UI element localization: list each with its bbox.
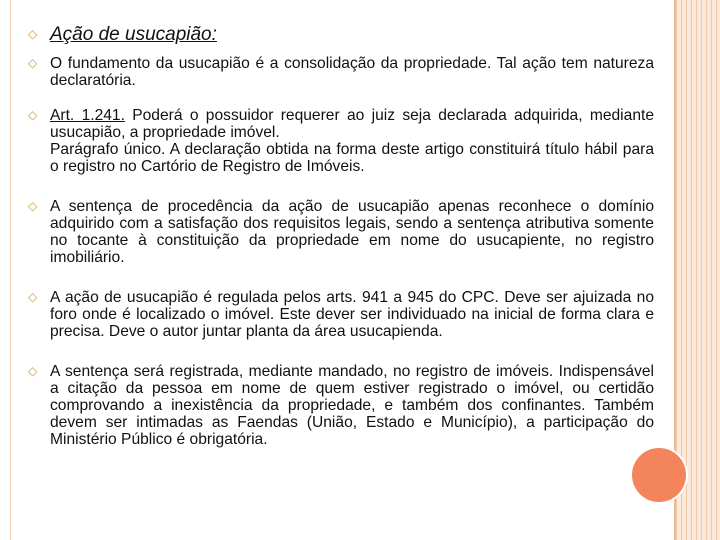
diamond-outline-icon: ◇ [28,27,38,41]
article-body: Poderá o possuidor requerer ao juiz seja declarada adquirida, mediante usucapião, a propriedade imóvel. [50,107,654,141]
bullet-text: A sentença será registrada, mediante mandado, no registro de imóveis. Indispensável a citação da pessoa em nome de quem estiver registrado o imóvel, ou certidão comprovando a inexistência da propriedade, e também dos confinantes. Também devem ser intimadas as Faendas (União, Estado e Município), a participação do Ministério Público é obrigatória. [50,363,654,448]
orange-circle-decoration [632,448,686,502]
right-decorative-stripe [676,0,720,540]
bullet-item [28,198,654,266]
bullet-item [28,55,654,89]
diamond-outline-icon: ◇ [28,56,38,70]
diamond-outline-icon: ◇ [28,364,38,378]
diamond-outline-icon: ◇ [28,290,38,304]
left-border-line [10,0,11,540]
bullet-item [28,289,654,340]
bullet-text: A ação de usucapião é regulada pelos arts. 941 a 945 do CPC. Deve ser ajuizada no foro onde é localizado o imóvel. Este dever ser individuado na inicial de forma clara e precisa. Deve o autor juntar planta da área usucapienda. [50,289,654,340]
article-text [50,107,654,141]
bullet-item [28,363,654,448]
article-paragraph: Parágrafo único. A declaração obtida na forma deste artigo constituirá título hábil para o registro no Cartório de Registro de Imóveis. [50,141,654,175]
bullet-item [28,107,654,175]
diamond-outline-icon: ◇ [28,199,38,213]
bullet-text: A sentença de procedência da ação de usucapião apenas reconhece o domínio adquirido com a satisfação dos requisitos legais, sendo a sentença atributiva somente no tocante à constituição da propriedade em nome do usucapiente, no registro imobiliário. [50,198,654,266]
slide-title-row [28,24,654,46]
diamond-outline-icon: ◇ [28,108,38,122]
slide-content [28,24,654,448]
slide-title: Ação de usucapião: [50,24,217,45]
article-label: Art. 1.241. [50,107,125,124]
bullet-text: O fundamento da usucapião é a consolidação da propriedade. Tal ação tem natureza declaratória. [50,55,654,89]
